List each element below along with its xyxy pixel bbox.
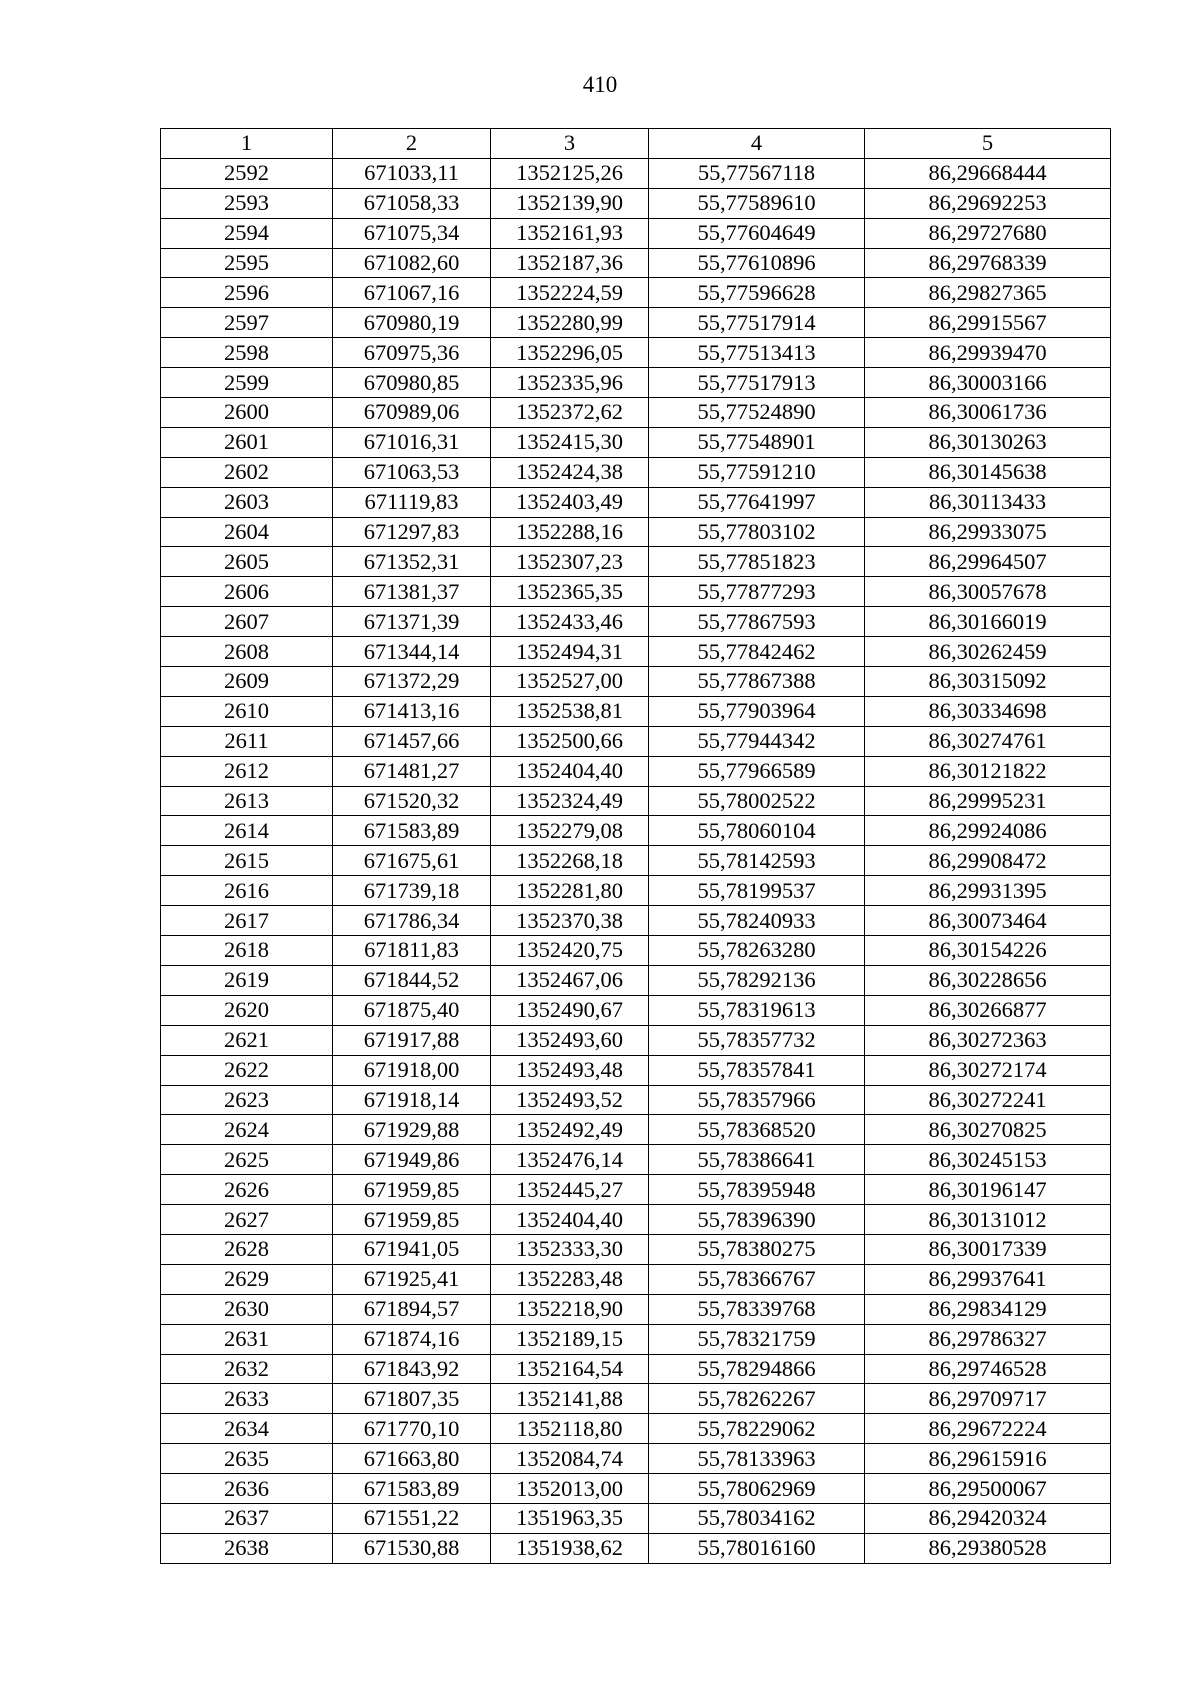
table-row — [161, 487, 1111, 517]
table-row — [161, 398, 1111, 428]
table-cell-col-3: 1352404,40 — [491, 756, 649, 786]
table-cell-col-2: 671959,85 — [333, 1175, 491, 1205]
table-row — [161, 965, 1111, 995]
table-cell-col-4: 55,77903964 — [649, 696, 865, 726]
table-cell-col-4: 55,77548901 — [649, 427, 865, 457]
table-cell-col-5: 86,30145638 — [865, 457, 1111, 487]
table-row — [161, 1234, 1111, 1264]
table-row — [161, 1025, 1111, 1055]
table-row — [161, 1055, 1111, 1085]
table-cell-col-1: 2614 — [161, 816, 333, 846]
table-cell-col-1: 2626 — [161, 1175, 333, 1205]
table-cell-col-4: 55,78321759 — [649, 1324, 865, 1354]
table-cell-col-2: 671811,83 — [333, 936, 491, 966]
table-cell-col-5: 86,30057678 — [865, 577, 1111, 607]
table-cell-col-2: 671551,22 — [333, 1503, 491, 1533]
table-cell-col-3: 1352365,35 — [491, 577, 649, 607]
table-cell-col-4: 55,78199537 — [649, 876, 865, 906]
table-cell-col-5: 86,29939470 — [865, 338, 1111, 368]
column-header-5: 5 — [865, 129, 1111, 159]
table-cell-col-3: 1352281,80 — [491, 876, 649, 906]
table-row — [161, 667, 1111, 697]
table-cell-col-5: 86,30274761 — [865, 726, 1111, 756]
table-cell-col-2: 671372,29 — [333, 667, 491, 697]
table-cell-col-4: 55,78357732 — [649, 1025, 865, 1055]
table-cell-col-2: 671082,60 — [333, 248, 491, 278]
table-cell-col-2: 671583,89 — [333, 1474, 491, 1504]
table-cell-col-4: 55,77944342 — [649, 726, 865, 756]
table-cell-col-5: 86,29786327 — [865, 1324, 1111, 1354]
table-cell-col-1: 2592 — [161, 158, 333, 188]
table-cell-col-2: 671344,14 — [333, 637, 491, 667]
table-cell-col-5: 86,29834129 — [865, 1294, 1111, 1324]
table-cell-col-5: 86,29931395 — [865, 876, 1111, 906]
table-cell-col-5: 86,29995231 — [865, 786, 1111, 816]
table-cell-col-3: 1352403,49 — [491, 487, 649, 517]
table-cell-col-4: 55,78133963 — [649, 1444, 865, 1474]
table-cell-col-1: 2612 — [161, 756, 333, 786]
table-cell-col-1: 2622 — [161, 1055, 333, 1085]
table-cell-col-4: 55,77877293 — [649, 577, 865, 607]
table-cell-col-4: 55,78319613 — [649, 995, 865, 1025]
table-cell-col-3: 1352494,31 — [491, 637, 649, 667]
table-row — [161, 1085, 1111, 1115]
table-cell-col-1: 2630 — [161, 1294, 333, 1324]
table-cell-col-3: 1352218,90 — [491, 1294, 649, 1324]
table-cell-col-5: 86,30315092 — [865, 667, 1111, 697]
table-cell-col-3: 1352164,54 — [491, 1354, 649, 1384]
table-cell-col-3: 1352324,49 — [491, 786, 649, 816]
table-row — [161, 457, 1111, 487]
table-cell-col-2: 671874,16 — [333, 1324, 491, 1354]
table-cell-col-2: 671063,53 — [333, 457, 491, 487]
table-cell-col-1: 2608 — [161, 637, 333, 667]
table-row — [161, 1414, 1111, 1444]
table-cell-col-1: 2621 — [161, 1025, 333, 1055]
table-row — [161, 427, 1111, 457]
table-row — [161, 756, 1111, 786]
table-cell-col-4: 55,78357966 — [649, 1085, 865, 1115]
table-cell-col-2: 670980,85 — [333, 368, 491, 398]
table-cell-col-3: 1352335,96 — [491, 368, 649, 398]
table-cell-col-1: 2627 — [161, 1205, 333, 1235]
table-cell-col-2: 671381,37 — [333, 577, 491, 607]
table-cell-col-3: 1352283,48 — [491, 1264, 649, 1294]
table-cell-col-2: 671481,27 — [333, 756, 491, 786]
table-cell-col-3: 1352370,38 — [491, 906, 649, 936]
table-cell-col-4: 55,77596628 — [649, 278, 865, 308]
table-cell-col-3: 1352372,62 — [491, 398, 649, 428]
table-cell-col-2: 670975,36 — [333, 338, 491, 368]
table-cell-col-3: 1352125,26 — [491, 158, 649, 188]
table-cell-col-1: 2633 — [161, 1384, 333, 1414]
table-cell-col-4: 55,77867388 — [649, 667, 865, 697]
column-header-3: 3 — [491, 129, 649, 159]
table-cell-col-3: 1352404,40 — [491, 1205, 649, 1235]
table-cell-col-5: 86,29672224 — [865, 1414, 1111, 1444]
table-cell-col-2: 671875,40 — [333, 995, 491, 1025]
table-row — [161, 158, 1111, 188]
table-cell-col-1: 2597 — [161, 308, 333, 338]
page-number: 410 — [582, 72, 618, 97]
table-cell-col-3: 1352476,14 — [491, 1145, 649, 1175]
table-cell-col-2: 671844,52 — [333, 965, 491, 995]
table-cell-col-4: 55,78229062 — [649, 1414, 865, 1444]
table-cell-col-2: 671119,83 — [333, 487, 491, 517]
table-cell-col-4: 55,77517914 — [649, 308, 865, 338]
table-cell-col-5: 86,30334698 — [865, 696, 1111, 726]
table-cell-col-2: 671770,10 — [333, 1414, 491, 1444]
table-row — [161, 876, 1111, 906]
table-cell-col-2: 671583,89 — [333, 816, 491, 846]
table-cell-col-5: 86,30166019 — [865, 607, 1111, 637]
table-cell-col-3: 1352013,00 — [491, 1474, 649, 1504]
table-cell-col-5: 86,30017339 — [865, 1234, 1111, 1264]
table-row — [161, 786, 1111, 816]
table-row — [161, 188, 1111, 218]
table-cell-col-5: 86,29727680 — [865, 218, 1111, 248]
table-cell-col-3: 1352224,59 — [491, 278, 649, 308]
table-cell-col-3: 1352333,30 — [491, 1234, 649, 1264]
table-cell-col-2: 671807,35 — [333, 1384, 491, 1414]
table-cell-col-2: 671016,31 — [333, 427, 491, 457]
table-cell-col-3: 1351963,35 — [491, 1503, 649, 1533]
table-cell-col-1: 2625 — [161, 1145, 333, 1175]
table-cell-col-3: 1352187,36 — [491, 248, 649, 278]
table-cell-col-5: 86,30196147 — [865, 1175, 1111, 1205]
table-cell-col-5: 86,29692253 — [865, 188, 1111, 218]
table-cell-col-5: 86,30262459 — [865, 637, 1111, 667]
table-cell-col-2: 671843,92 — [333, 1354, 491, 1384]
table-cell-col-5: 86,30061736 — [865, 398, 1111, 428]
table-cell-col-1: 2596 — [161, 278, 333, 308]
table-cell-col-4: 55,77966589 — [649, 756, 865, 786]
table-cell-col-5: 86,29746528 — [865, 1354, 1111, 1384]
table-cell-col-1: 2600 — [161, 398, 333, 428]
table-cell-col-2: 671894,57 — [333, 1294, 491, 1324]
table-cell-col-1: 2628 — [161, 1234, 333, 1264]
table-cell-col-1: 2617 — [161, 906, 333, 936]
table-cell-col-3: 1352538,81 — [491, 696, 649, 726]
table-cell-col-2: 671457,66 — [333, 726, 491, 756]
table-cell-col-1: 2637 — [161, 1503, 333, 1533]
table-cell-col-4: 55,77803102 — [649, 517, 865, 547]
table-cell-col-5: 86,30272241 — [865, 1085, 1111, 1115]
table-cell-col-4: 55,78339768 — [649, 1294, 865, 1324]
table-cell-col-2: 671530,88 — [333, 1533, 491, 1563]
table-cell-col-2: 671352,31 — [333, 547, 491, 577]
table-row — [161, 218, 1111, 248]
table-cell-col-1: 2604 — [161, 517, 333, 547]
table-cell-col-5: 86,30073464 — [865, 906, 1111, 936]
table-cell-col-1: 2609 — [161, 667, 333, 697]
table-cell-col-3: 1352084,74 — [491, 1444, 649, 1474]
table-cell-col-3: 1352161,93 — [491, 218, 649, 248]
column-header-4: 4 — [649, 129, 865, 159]
table-cell-col-1: 2606 — [161, 577, 333, 607]
table-cell-col-5: 86,29768339 — [865, 248, 1111, 278]
table-cell-col-2: 671739,18 — [333, 876, 491, 906]
table-cell-col-4: 55,78395948 — [649, 1175, 865, 1205]
table-cell-col-5: 86,29420324 — [865, 1503, 1111, 1533]
column-header-2: 2 — [333, 129, 491, 159]
table-cell-col-3: 1352424,38 — [491, 457, 649, 487]
table-cell-col-2: 671663,80 — [333, 1444, 491, 1474]
table-cell-col-4: 55,77604649 — [649, 218, 865, 248]
table-cell-col-1: 2635 — [161, 1444, 333, 1474]
table-row — [161, 547, 1111, 577]
table-row — [161, 607, 1111, 637]
table-cell-col-2: 671918,00 — [333, 1055, 491, 1085]
table-cell-col-3: 1352433,46 — [491, 607, 649, 637]
table-header-row — [161, 129, 1111, 159]
table-row — [161, 338, 1111, 368]
table-row — [161, 308, 1111, 338]
table-cell-col-3: 1352490,67 — [491, 995, 649, 1025]
table-cell-col-2: 671520,32 — [333, 786, 491, 816]
table-cell-col-2: 671949,86 — [333, 1145, 491, 1175]
table-cell-col-5: 86,30270825 — [865, 1115, 1111, 1145]
table-row — [161, 816, 1111, 846]
table-row — [161, 517, 1111, 547]
table-cell-col-4: 55,78366767 — [649, 1264, 865, 1294]
table-row — [161, 906, 1111, 936]
table-cell-col-2: 671058,33 — [333, 188, 491, 218]
table-cell-col-5: 86,29964507 — [865, 547, 1111, 577]
table-cell-col-5: 86,30228656 — [865, 965, 1111, 995]
table-cell-col-4: 55,78368520 — [649, 1115, 865, 1145]
table-row — [161, 696, 1111, 726]
table-cell-col-4: 55,78060104 — [649, 816, 865, 846]
table-row — [161, 278, 1111, 308]
table-cell-col-2: 671297,83 — [333, 517, 491, 547]
table-cell-col-3: 1352279,08 — [491, 816, 649, 846]
table-cell-col-2: 671413,16 — [333, 696, 491, 726]
table-cell-col-1: 2624 — [161, 1115, 333, 1145]
table-cell-col-1: 2611 — [161, 726, 333, 756]
table-cell-col-1: 2638 — [161, 1533, 333, 1563]
table-cell-col-4: 55,77517913 — [649, 368, 865, 398]
table-cell-col-1: 2602 — [161, 457, 333, 487]
table-cell-col-4: 55,77641997 — [649, 487, 865, 517]
table-cell-col-3: 1352296,05 — [491, 338, 649, 368]
table-cell-col-5: 86,29937641 — [865, 1264, 1111, 1294]
table-row — [161, 368, 1111, 398]
table-cell-col-3: 1352420,75 — [491, 936, 649, 966]
table-cell-col-2: 671941,05 — [333, 1234, 491, 1264]
table-cell-col-4: 55,78262267 — [649, 1384, 865, 1414]
table-cell-col-1: 2594 — [161, 218, 333, 248]
table-cell-col-4: 55,78034162 — [649, 1503, 865, 1533]
table-cell-col-4: 55,78263280 — [649, 936, 865, 966]
table-cell-col-1: 2615 — [161, 846, 333, 876]
table-cell-col-2: 671033,11 — [333, 158, 491, 188]
table-cell-col-2: 671917,88 — [333, 1025, 491, 1055]
table-cell-col-4: 55,77513413 — [649, 338, 865, 368]
table-cell-col-4: 55,77842462 — [649, 637, 865, 667]
table-row — [161, 1115, 1111, 1145]
table-row — [161, 577, 1111, 607]
table-body — [161, 158, 1111, 1563]
table-cell-col-5: 86,30272363 — [865, 1025, 1111, 1055]
table-cell-col-4: 55,78292136 — [649, 965, 865, 995]
table-cell-col-3: 1352141,88 — [491, 1384, 649, 1414]
table-cell-col-3: 1352493,48 — [491, 1055, 649, 1085]
table-cell-col-3: 1352307,23 — [491, 547, 649, 577]
table-row — [161, 1324, 1111, 1354]
table-cell-col-4: 55,78062969 — [649, 1474, 865, 1504]
table-cell-col-1: 2629 — [161, 1264, 333, 1294]
table-cell-col-5: 86,30130263 — [865, 427, 1111, 457]
table-cell-col-5: 86,30003166 — [865, 368, 1111, 398]
table-cell-col-1: 2613 — [161, 786, 333, 816]
table-cell-col-1: 2593 — [161, 188, 333, 218]
column-header-1: 1 — [161, 129, 333, 159]
table-cell-col-1: 2623 — [161, 1085, 333, 1115]
table-cell-col-5: 86,30131012 — [865, 1205, 1111, 1235]
table-cell-col-2: 670989,06 — [333, 398, 491, 428]
table-cell-col-5: 86,30272174 — [865, 1055, 1111, 1085]
table-cell-col-4: 55,77867593 — [649, 607, 865, 637]
table-cell-col-2: 671929,88 — [333, 1115, 491, 1145]
table-cell-col-5: 86,29933075 — [865, 517, 1111, 547]
table-cell-col-1: 2601 — [161, 427, 333, 457]
table-cell-col-5: 86,30154226 — [865, 936, 1111, 966]
table-cell-col-1: 2619 — [161, 965, 333, 995]
table-cell-col-3: 1352268,18 — [491, 846, 649, 876]
table-cell-col-4: 55,77589610 — [649, 188, 865, 218]
table-row — [161, 995, 1111, 1025]
table-cell-col-5: 86,30266877 — [865, 995, 1111, 1025]
table-cell-col-2: 670980,19 — [333, 308, 491, 338]
table-cell-col-3: 1352189,15 — [491, 1324, 649, 1354]
table-row — [161, 1294, 1111, 1324]
table-cell-col-1: 2610 — [161, 696, 333, 726]
table-cell-col-4: 55,78016160 — [649, 1533, 865, 1563]
table-row — [161, 846, 1111, 876]
table-cell-col-1: 2595 — [161, 248, 333, 278]
table-cell-col-5: 86,29709717 — [865, 1384, 1111, 1414]
table-cell-col-3: 1352288,16 — [491, 517, 649, 547]
table-row — [161, 1354, 1111, 1384]
table-cell-col-5: 86,29924086 — [865, 816, 1111, 846]
table-cell-col-4: 55,78294866 — [649, 1354, 865, 1384]
table-row — [161, 1205, 1111, 1235]
table-cell-col-4: 55,77851823 — [649, 547, 865, 577]
table-cell-col-3: 1351938,62 — [491, 1533, 649, 1563]
table-cell-col-4: 55,78142593 — [649, 846, 865, 876]
table-row — [161, 637, 1111, 667]
table-cell-col-4: 55,77591210 — [649, 457, 865, 487]
table-cell-col-5: 86,29615916 — [865, 1444, 1111, 1474]
table-cell-col-3: 1352492,49 — [491, 1115, 649, 1145]
table-cell-col-4: 55,78386641 — [649, 1145, 865, 1175]
table-row — [161, 726, 1111, 756]
table-cell-col-3: 1352118,80 — [491, 1414, 649, 1444]
table-row — [161, 1503, 1111, 1533]
table-cell-col-3: 1352493,52 — [491, 1085, 649, 1115]
table-cell-col-4: 55,78357841 — [649, 1055, 865, 1085]
table-cell-col-1: 2636 — [161, 1474, 333, 1504]
table-cell-col-2: 671067,16 — [333, 278, 491, 308]
table-cell-col-4: 55,78396390 — [649, 1205, 865, 1235]
table-cell-col-5: 86,30245153 — [865, 1145, 1111, 1175]
table-cell-col-5: 86,29668444 — [865, 158, 1111, 188]
table-cell-col-2: 671786,34 — [333, 906, 491, 936]
table-row — [161, 1474, 1111, 1504]
table-cell-col-3: 1352415,30 — [491, 427, 649, 457]
table-row — [161, 1444, 1111, 1474]
table-cell-col-1: 2605 — [161, 547, 333, 577]
table-cell-col-4: 55,78380275 — [649, 1234, 865, 1264]
table-cell-col-2: 671075,34 — [333, 218, 491, 248]
table-cell-col-2: 671959,85 — [333, 1205, 491, 1235]
table-cell-col-4: 55,77610896 — [649, 248, 865, 278]
table-cell-col-2: 671371,39 — [333, 607, 491, 637]
table-row — [161, 248, 1111, 278]
table-cell-col-1: 2607 — [161, 607, 333, 637]
table-cell-col-1: 2603 — [161, 487, 333, 517]
table-cell-col-1: 2618 — [161, 936, 333, 966]
table-cell-col-3: 1352527,00 — [491, 667, 649, 697]
table-cell-col-3: 1352445,27 — [491, 1175, 649, 1205]
table-cell-col-1: 2631 — [161, 1324, 333, 1354]
table-cell-col-2: 671925,41 — [333, 1264, 491, 1294]
table-cell-col-5: 86,30121822 — [865, 756, 1111, 786]
table-cell-col-1: 2598 — [161, 338, 333, 368]
table-cell-col-5: 86,29908472 — [865, 846, 1111, 876]
table-row — [161, 1145, 1111, 1175]
table-cell-col-5: 86,29827365 — [865, 278, 1111, 308]
table-cell-col-1: 2620 — [161, 995, 333, 1025]
table-cell-col-1: 2634 — [161, 1414, 333, 1444]
table-cell-col-1: 2599 — [161, 368, 333, 398]
table-cell-col-4: 55,77567118 — [649, 158, 865, 188]
table-row — [161, 1264, 1111, 1294]
table-cell-col-5: 86,29500067 — [865, 1474, 1111, 1504]
table-cell-col-3: 1352467,06 — [491, 965, 649, 995]
table-cell-col-3: 1352493,60 — [491, 1025, 649, 1055]
table-cell-col-1: 2632 — [161, 1354, 333, 1384]
table-cell-col-5: 86,29380528 — [865, 1533, 1111, 1563]
table-cell-col-4: 55,78002522 — [649, 786, 865, 816]
table-cell-col-2: 671675,61 — [333, 846, 491, 876]
table-cell-col-3: 1352500,66 — [491, 726, 649, 756]
table-cell-col-1: 2616 — [161, 876, 333, 906]
table-cell-col-4: 55,78240933 — [649, 906, 865, 936]
table-cell-col-4: 55,77524890 — [649, 398, 865, 428]
table-cell-col-5: 86,30113433 — [865, 487, 1111, 517]
table-row — [161, 1175, 1111, 1205]
table-cell-col-3: 1352139,90 — [491, 188, 649, 218]
table-cell-col-2: 671918,14 — [333, 1085, 491, 1115]
table-row — [161, 1533, 1111, 1563]
table-row — [161, 936, 1111, 966]
coordinates-table — [160, 128, 1111, 1564]
table-row — [161, 1384, 1111, 1414]
table-cell-col-5: 86,29915567 — [865, 308, 1111, 338]
table-cell-col-3: 1352280,99 — [491, 308, 649, 338]
